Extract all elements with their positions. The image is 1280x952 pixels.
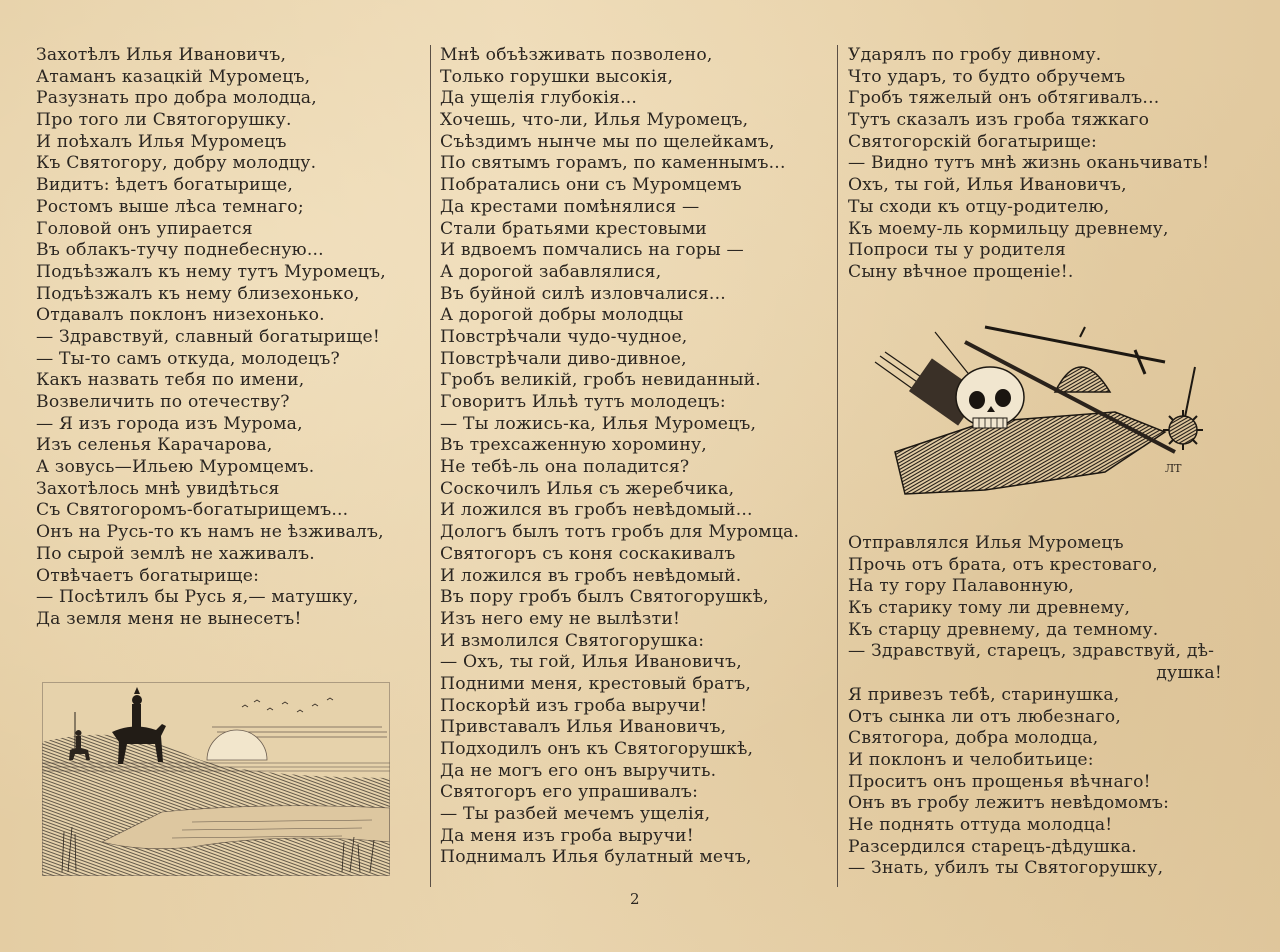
landscape-horsemen-illustration [42, 682, 390, 876]
poem-line: И взмолился Святогорушка: [440, 630, 705, 651]
poem-line: Возвеличить по отечеству? [36, 392, 290, 412]
poem-line: Подними меня, крестовый братъ, [440, 673, 752, 694]
poem-line: — Охъ, ты гой, Илья Ивановичъ, [440, 652, 742, 673]
poem-column-right-top [848, 45, 1268, 284]
poem-line: Святогоръ съ коня соскакивалъ [440, 543, 736, 564]
poem-line: — Знать, убилъ ты Святогорушку, [848, 858, 1164, 879]
poem-line: Прочь отъ брата, отъ крестоваго, [848, 554, 1158, 575]
poem-line: Хочешь, что-ли, Илья Муромецъ, [440, 110, 749, 131]
page-number: 2 [630, 890, 640, 908]
poem-line: Отправлялся Илья Муромецъ [848, 533, 1124, 553]
poem-line: — Здравствуй, славный богатырище! [36, 326, 380, 347]
poem-line: Проситъ онъ прощенья вѣчнаго! [848, 771, 1151, 792]
poem-column-middle [440, 45, 840, 869]
poem-line: Подходилъ онъ къ Святогорушкѣ, [440, 739, 754, 759]
poem-line: Къ старику тому ли древнему, [848, 598, 1131, 619]
poem-line: — Ты разбей мечемъ ущелія, [440, 804, 711, 825]
poem-line: Святогоръ его упрашивалъ: [440, 782, 699, 803]
poem-line: Въ облакъ-тучу поднебесную... [36, 240, 324, 261]
poem-line: Видитъ: ѣдетъ богатырище, [36, 175, 294, 196]
skull-icon [956, 367, 1024, 428]
column-divider-left [430, 45, 431, 887]
poem-line: Да земля меня не вынесетъ! [36, 608, 302, 629]
poem-line: Съ Святогоромъ-богатырищемъ... [36, 500, 349, 521]
poem-line: Ударялъ по гробу дивному. [848, 45, 1102, 65]
skull-weapons-still-life-icon [865, 322, 1215, 500]
poem-line: Разузнать про добра молодца, [36, 88, 317, 109]
poem-line: Только горушки высокія, [440, 66, 674, 87]
poem-line: — Я изъ города изъ Мурома, [36, 413, 303, 434]
poem-line: А зовусь—Ильею Муромцемъ. [36, 457, 315, 478]
poem-line: — Ты ложись-ка, Илья Муромецъ, [440, 413, 757, 434]
poem-line: Да крестами помѣнялися — [440, 196, 700, 217]
poem-line: Сыну вѣчное прощеніе!. [848, 261, 1074, 282]
poem-line: И поклонъ и челобитьице: [848, 749, 1094, 770]
poem-line: Святогора, добра молодца, [848, 728, 1099, 749]
poem-line: Головой онъ упирается [36, 218, 253, 239]
poem-line: — Видно тутъ мнѣ жизнь оканьчивать! [848, 153, 1210, 174]
poem-line: Отдавалъ поклонъ низехонько. [36, 305, 325, 326]
poem-column-left [36, 45, 416, 631]
poem-line: Мнѣ объѣзживать позволено, [440, 45, 713, 65]
poem-line: Да не могъ его онъ выручить. [440, 760, 717, 781]
poem-line: Къ Святогору, добру молодцу. [36, 153, 317, 174]
poem-line: Побратались они съ Муромцемъ [440, 175, 742, 196]
poem-line: На ту гору Палавонную, [848, 576, 1074, 597]
poem-line: Повстрѣчали диво-дивное, [440, 348, 687, 369]
poem-line: По святымъ горамъ, по каменнымъ... [440, 153, 786, 174]
poem-line: Попроси ты у родителя [848, 240, 1066, 261]
poem-line: Въ трехсаженную хоромину, [440, 435, 707, 456]
poem-line: Поднималъ Илья булатный мечъ, [440, 847, 752, 868]
poem-line: Гробъ тяжелый онъ обтягивалъ... [848, 88, 1160, 109]
poem-line: Поскорѣй изъ гроба выручи! [440, 695, 708, 716]
poem-line: Къ моему-ль кормильцу древнему, [848, 218, 1169, 239]
poem-line: Тутъ сказалъ изъ гроба тяжкаго [848, 110, 1150, 131]
poem-line: А дорогой добры молодцы [440, 305, 684, 326]
poem-line: Охъ, ты гой, Илья Ивановичъ, [848, 175, 1127, 196]
poem-line: Изъ него ему не вылѣзти! [440, 608, 681, 629]
poem-line: Отвѣчаетъ богатырище: [36, 565, 260, 586]
poem-line: Изъ селенья Карачарова, [36, 435, 273, 456]
poem-line: Ты сходи къ отцу-родителю, [848, 196, 1110, 217]
poem-line: Подъѣзжалъ къ нему тутъ Муромецъ, [36, 261, 386, 282]
poem-line: Подъѣзжалъ къ нему близехонько, [36, 283, 360, 304]
poem-line: Святогорскій богатырище: [848, 131, 1098, 152]
poem-line: Къ старцу древнему, да темному. [848, 619, 1159, 640]
poem-line: Захотѣлось мнѣ увидѣться [36, 478, 280, 499]
poem-line: А дорогой забавлялися, [440, 261, 662, 282]
poem-line: Что ударъ, то будто обручемъ [848, 66, 1126, 87]
poem-line: Да меня изъ гроба выручи! [440, 825, 694, 846]
artist-monogram: ЛТ [1165, 462, 1182, 475]
poem-line: Про того ли Святогорушку. [36, 110, 292, 131]
poem-line: И вдвоемъ помчались на горы — [440, 240, 744, 261]
poem-line: Съѣздимъ нынче мы по щелейкамъ, [440, 131, 775, 152]
poem-line: Повстрѣчали чудо-чудное, [440, 326, 688, 347]
poem-line: Гробъ великій, гробъ невиданный. [440, 370, 761, 391]
poem-line: — Здравствуй, старецъ, здравствуй, дѣ- [848, 641, 1215, 662]
poem-line: Я привезъ тебѣ, старинушка, [848, 684, 1120, 705]
poem-line: Привставалъ Илья Ивановичъ, [440, 717, 727, 738]
poem-line: Въ буйной силѣ изловчалися... [440, 283, 726, 304]
landscape-horsemen-sunset-icon [42, 682, 390, 876]
poem-line: Захотѣлъ Илья Ивановичъ, [36, 45, 287, 65]
poem-line: — Ты-то самъ откуда, молодецъ? [36, 348, 340, 369]
poem-line: Какъ назвать тебя по имени, [36, 370, 305, 391]
poem-line: И поѣхалъ Илья Муромецъ [36, 131, 287, 152]
poem-line: Онъ на Русь-то къ намъ не ѣзживалъ, [36, 522, 384, 543]
poem-line: Соскочилъ Илья съ жеребчика, [440, 478, 735, 499]
poem-line: Разсердился старецъ-дѣдушка. [848, 836, 1137, 857]
poem-line: И ложился въ гробъ невѣдомый. [440, 565, 742, 586]
poem-line: По сырой землѣ не хаживалъ. [36, 543, 315, 564]
poem-line: Въ пору гробъ былъ Святогорушкѣ, [440, 587, 769, 608]
column-divider-right [837, 45, 838, 887]
poem-line: душка! [1156, 663, 1222, 684]
poem-column-right-bottom [848, 533, 1268, 880]
skull-weapons-illustration [865, 322, 1215, 500]
poem-line: Отъ сынка ли отъ любезнаго, [848, 706, 1121, 727]
poem-line: Не тебѣ-ль она поладится? [440, 457, 690, 478]
poem-line: Не поднять оттуда молодца! [848, 814, 1113, 835]
poem-line: Говоритъ Ильѣ тутъ молодецъ: [440, 392, 726, 412]
poem-line: Да ущелія глубокія... [440, 88, 638, 109]
poem-line: И ложился въ гробъ невѣдомый... [440, 500, 753, 521]
poem-line: Ростомъ выше лѣса темнаго; [36, 196, 304, 217]
poem-line: Атаманъ казацкій Муромецъ, [36, 66, 311, 87]
poem-line: — Посѣтилъ бы Русь я,— матушку, [36, 587, 359, 608]
poem-line: Стали братьями крестовыми [440, 218, 707, 239]
poem-line: Дологъ былъ тотъ гробъ для Муромца. [440, 522, 800, 543]
poem-line: Онъ въ гробу лежитъ невѣдомомъ: [848, 793, 1170, 814]
